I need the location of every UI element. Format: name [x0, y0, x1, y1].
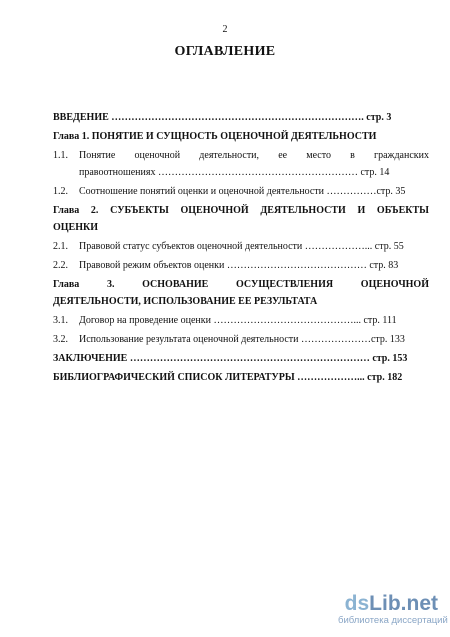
section-title: Договор на проведение оценки ……………………………………... стр. 111 [79, 315, 397, 326]
toc-entry-bibliography: БИБЛИОГРАФИЧЕСКИЙ СПИСОК ЛИТЕРАТУРЫ ………………... стр. 182 [53, 372, 403, 383]
toc-entry-section-3-2 [53, 331, 429, 348]
toc-heading: ОГЛАВЛЕНИЕ [174, 44, 276, 59]
section-title: Соотношение понятий оценки и оценочной деятельности ……………стр. 35 [79, 186, 406, 197]
page-number: 2 [222, 24, 228, 35]
section-title: Использование результата оценочной деятельности …………………стр. 133 [79, 334, 405, 345]
table-of-contents [53, 109, 429, 386]
watermark-logo-lib: Lib.net [369, 592, 438, 615]
toc-entry-section-2-2 [53, 257, 429, 274]
toc-entry-section-1-2 [53, 183, 429, 200]
dslib-watermark [338, 592, 448, 627]
toc-entry-section-1-1-cont: правоотношениях …………………………………………………… стр. 14 [79, 167, 390, 178]
section-title: Правовой режим объектов оценки …………………………………… стр. 83 [79, 260, 399, 271]
toc-entry-chapter-1: Глава 1. ПОНЯТИЕ И СУЩНОСТЬ ОЦЕНОЧНОЙ ДЕЯТЕЛЬНОСТИ [53, 131, 377, 142]
toc-entry-section-1-1 [53, 147, 429, 164]
watermark-subtitle: библиотека диссертаций [338, 615, 448, 626]
watermark-logo-ds: ds [344, 592, 370, 615]
toc-entry-chapter-2: Глава 2. СУБЪЕКТЫ ОЦЕНОЧНОЙ ДЕЯТЕЛЬНОСТИ И ОБЪЕКТЫ [53, 205, 429, 216]
toc-entry-introduction: ВВЕДЕНИЕ …………………………………………………………………. стр. 3 [53, 112, 392, 123]
section-title: Понятие оценочной деятельности, ее место в гражданских [79, 150, 429, 161]
toc-entry-chapter-3-cont: ДЕЯТЕЛЬНОСТИ, ИСПОЛЬЗОВАНИЕ ЕЕ РЕЗУЛЬТАТА [53, 296, 318, 307]
toc-entry-section-3-1 [53, 312, 429, 329]
toc-entry-conclusion: ЗАКЛЮЧЕНИЕ ……………………………………………………………… стр. 153 [53, 353, 408, 364]
toc-entry-chapter-2-cont: ОЦЕНКИ [53, 222, 99, 233]
watermark-logo [338, 593, 438, 615]
toc-entry-chapter-3: Глава 3. ОСНОВАНИЕ ОСУЩЕСТВЛЕНИЯ ОЦЕНОЧНОЙ [53, 279, 429, 290]
section-number: 1.1. [53, 150, 68, 161]
section-number: 3.2. [53, 334, 68, 345]
section-number: 2.1. [53, 241, 68, 252]
toc-entry-section-2-1 [53, 238, 429, 255]
section-title: Правовой статус субъектов оценочной деятельности ………………... стр. 55 [79, 241, 404, 252]
section-number: 3.1. [53, 315, 68, 326]
section-number: 2.2. [53, 260, 68, 271]
section-number: 1.2. [53, 186, 68, 197]
